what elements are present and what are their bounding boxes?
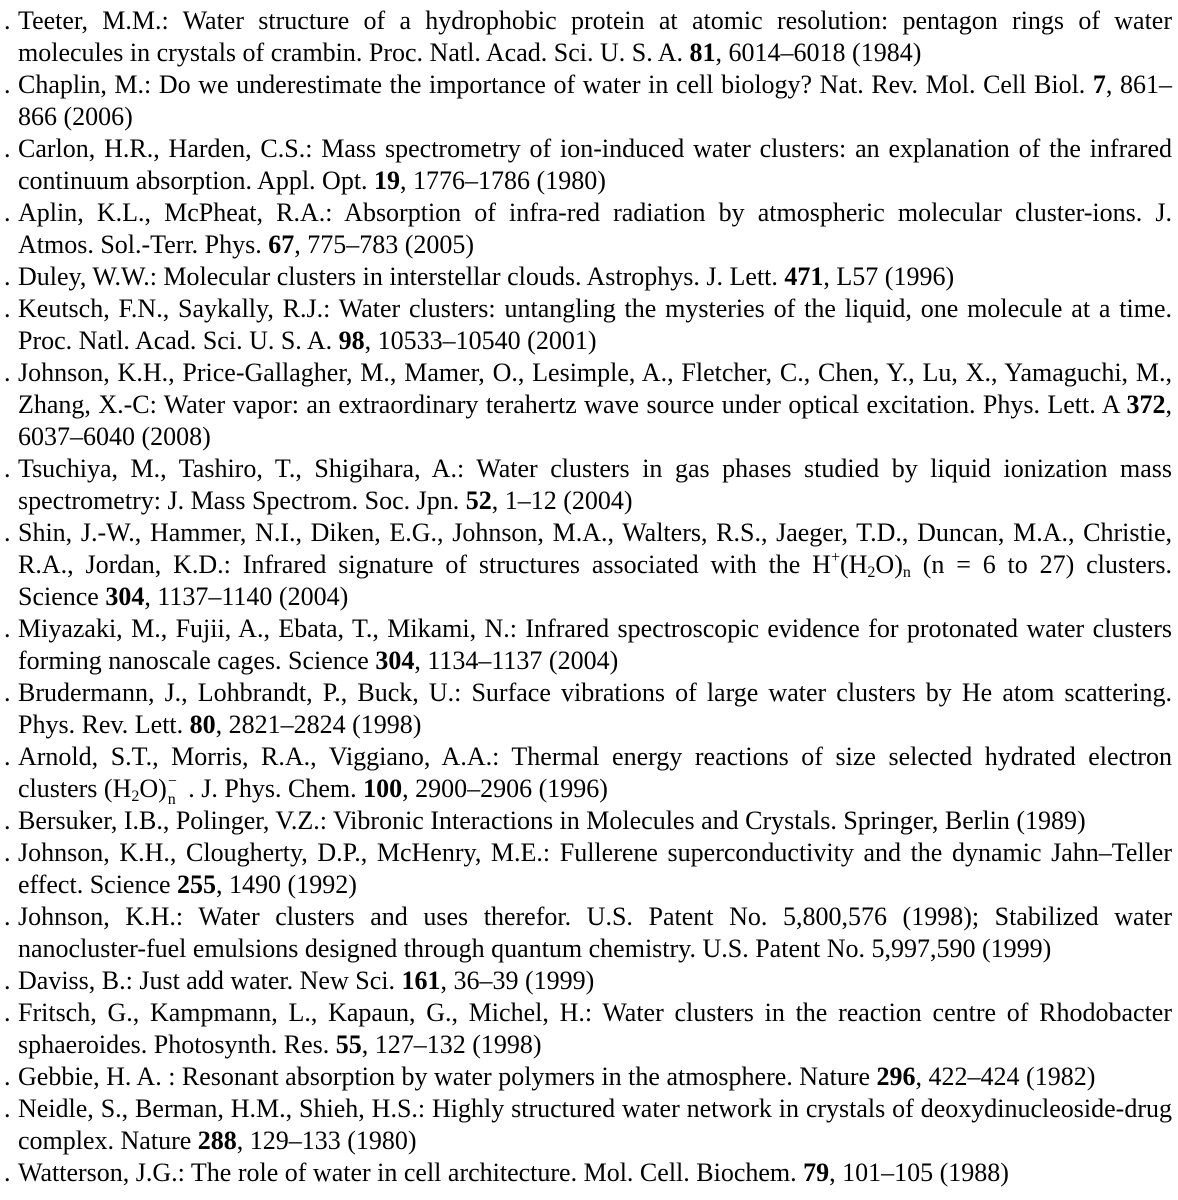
reference-volume-number: 471 — [784, 262, 824, 291]
reference-volume-number: 255 — [177, 870, 217, 899]
reference-item — [4, 293, 1172, 357]
reference-number-marker: . — [4, 70, 11, 99]
reference-number-marker: . — [4, 806, 11, 835]
reference-text: , L57 (1996) — [823, 262, 955, 291]
reference-volume-number: 304 — [375, 646, 415, 675]
reference-item — [4, 1093, 1172, 1157]
reference-text: O) — [875, 550, 903, 579]
reference-text: , 422–424 (1982) — [915, 1062, 1096, 1091]
reference-text: , 1137–1140 (2004) — [144, 582, 349, 611]
reference-item — [4, 741, 1172, 808]
reference-number-marker: . — [4, 678, 11, 707]
reference-number-marker: . — [4, 1094, 11, 1123]
reference-text: Carlon, H.R., Harden, C.S.: Mass spectrometry of ion-induced water clusters: an explanation of the infrared continuum absorption. Appl. Opt. — [18, 134, 1172, 195]
reference-text: Tsuchiya, M., Tashiro, T., Shigihara, A.: Water clusters in gas phases studied by liquid ionization mass spectrometry: J. Mass Spectrom. Soc. Jpn. — [18, 454, 1172, 515]
reference-number-marker: . — [4, 262, 11, 291]
reference-subscript: 2 — [131, 788, 140, 806]
reference-text: , 1490 (1992) — [216, 870, 357, 899]
reference-text: Johnson, K.H., Clougherty, D.P., McHenry, M.E.: Fullerene superconductivity and the dynamic Jahn–Teller effect. Science — [18, 838, 1172, 899]
reference-item — [4, 261, 1172, 293]
reference-text: Keutsch, F.N., Saykally, R.J.: Water clusters: untangling the mysteries of the liquid, one molecule at a time. Proc. Natl. Acad. Sci. U. S. A. — [18, 294, 1172, 355]
reference-sub-superscript — [167, 773, 182, 808]
reference-subscript: 2 — [867, 564, 876, 582]
reference-volume-number: 81 — [689, 38, 716, 67]
reference-item — [4, 837, 1172, 901]
reference-number-marker: . — [4, 838, 11, 867]
reference-text: , 1776–1786 (1980) — [400, 166, 606, 195]
reference-item — [4, 517, 1173, 613]
reference-text: Duley, W.W.: Molecular clusters in interstellar clouds. Astrophys. J. Lett. — [18, 262, 785, 291]
reference-number-marker: . — [4, 998, 11, 1027]
reference-text: Watterson, J.G.: The role of water in cell architecture. Mol. Cell. Biochem. — [18, 1158, 804, 1187]
reference-text: Brudermann, J., Lohbrandt, P., Buck, U.: Surface vibrations of large water clusters by He atom scattering. Phys. Rev. Lett. — [18, 678, 1172, 739]
reference-text: Shin, J.-W., Hammer, N.I., Diken, E.G., Johnson, M.A., Walters, R.S., Jaeger, T.D., Duncan, M.A., Christie, R.A., Jordan, K.D.: Infrared signature of structures associated with the H — [18, 518, 1172, 579]
reference-volume-number: 372 — [1126, 390, 1166, 419]
reference-number-marker: . — [4, 6, 11, 35]
reference-item — [4, 1157, 1172, 1189]
reference-item — [4, 197, 1172, 261]
reference-volume-number: 80 — [189, 710, 216, 739]
subscript-n: n — [167, 791, 176, 808]
reference-item — [4, 965, 1172, 997]
reference-text: , 2900–2906 (1996) — [402, 774, 608, 803]
reference-number-marker: . — [4, 518, 11, 547]
reference-text: Johnson, K.H.: Water clusters and uses therefor. U.S. Patent No. 5,800,576 (1998); Stabilized water nanocluster-fuel emulsions designed through quantum chemistry. U.S. Patent No. 5,997,590 (1999) — [18, 902, 1172, 963]
reference-number-marker: . — [4, 134, 11, 163]
reference-text: Bersuker, I.B., Polinger, V.Z.: Vibronic Interactions in Molecules and Crystals. Springer, Berlin (1989) — [18, 806, 1086, 835]
reference-number-marker: . — [4, 966, 11, 995]
reference-volume-number: 304 — [105, 582, 145, 611]
reference-text: Gebbie, H. A. : Resonant absorption by water polymers in the atmosphere. Nature — [18, 1062, 877, 1091]
reference-item — [4, 1061, 1172, 1093]
reference-volume-number: 52 — [465, 486, 492, 515]
reference-text: Teeter, M.M.: Water structure of a hydrophobic protein at atomic resolution: pentagon rings of water molecules in crystals of crambin. Proc. Natl. Acad. Sci. U. S. A. — [18, 6, 1172, 67]
reference-item — [4, 453, 1172, 517]
reference-text: , 775–783 (2005) — [294, 230, 475, 259]
reference-text: Neidle, S., Berman, H.M., Shieh, H.S.: Highly structured water network in crystals of deoxydinucleoside-drug complex. Nature — [18, 1094, 1172, 1155]
reference-text: , 127–132 (1998) — [361, 1030, 542, 1059]
superscript-minus: − — [167, 773, 177, 790]
reference-number-marker: . — [4, 902, 11, 931]
reference-text: , 129–133 (1980) — [236, 1126, 417, 1155]
reference-number-marker: . — [4, 1062, 11, 1091]
reference-superscript: + — [830, 548, 840, 566]
reference-text: Daviss, B.: Just add water. New Sci. — [18, 966, 402, 995]
reference-number-marker: . — [4, 358, 11, 387]
reference-volume-number: 161 — [401, 966, 441, 995]
reference-volume-number: 296 — [876, 1062, 916, 1091]
reference-volume-number: 19 — [374, 166, 401, 195]
reference-number-marker: . — [4, 198, 11, 227]
reference-text: (H — [839, 550, 868, 579]
reference-item — [4, 133, 1172, 197]
reference-number-marker: . — [4, 614, 11, 643]
reference-text: . J. Phys. Chem. — [181, 774, 364, 803]
reference-number-marker: . — [4, 454, 11, 483]
reference-text: Johnson, K.H., Price-Gallagher, M., Mamer, O., Lesimple, A., Fletcher, C., Chen, Y., Lu, X., Yamaguchi, M., Zhang, X.-C: Water vapor: an extraordinary terahertz wave source under optical excitation. Phys. Lett. A — [18, 358, 1172, 419]
reference-item — [4, 677, 1172, 741]
reference-volume-number: 7 — [1092, 70, 1106, 99]
reference-item — [4, 5, 1172, 69]
reference-text: Arnold, S.T., Morris, R.A., Viggiano, A.A.: Thermal energy reactions of size selected hydrated electron clusters (H — [18, 742, 1172, 803]
references-list — [4, 5, 1173, 1189]
reference-number-marker: . — [4, 1158, 11, 1187]
reference-subscript: n — [902, 564, 911, 582]
reference-text: , 6014–6018 (1984) — [715, 38, 922, 67]
reference-text: O) — [139, 774, 167, 803]
reference-number-marker: . — [4, 294, 11, 323]
reference-volume-number: 288 — [197, 1126, 237, 1155]
reference-item — [4, 901, 1172, 965]
reference-item — [4, 357, 1172, 453]
reference-volume-number: 55 — [335, 1030, 362, 1059]
reference-item — [4, 613, 1172, 677]
reference-text: (n = 6 to 27) clusters. Science — [18, 550, 1173, 611]
reference-number-marker: . — [4, 742, 11, 771]
reference-volume-number: 67 — [268, 230, 295, 259]
reference-text: Miyazaki, M., Fujii, A., Ebata, T., Mikami, N.: Infrared spectroscopic evidence for protonated water clusters forming nanoscale cages. Science — [18, 614, 1172, 675]
reference-text: Chaplin, M.: Do we underestimate the importance of water in cell biology? Nat. Rev. Mol. Cell Biol. — [18, 70, 1093, 99]
reference-text: , 10533–10540 (2001) — [364, 326, 597, 355]
reference-text: , 1–12 (2004) — [491, 486, 633, 515]
reference-text: , 6037–6040 (2008) — [18, 390, 1172, 451]
reference-text: , 36–39 (1999) — [440, 966, 595, 995]
reference-text: , 2821–2824 (1998) — [215, 710, 422, 739]
reference-item — [4, 997, 1172, 1061]
reference-volume-number: 98 — [338, 326, 365, 355]
reference-text: Fritsch, G., Kampmann, L., Kapaun, G., Michel, H.: Water clusters in the reaction centre of Rhodobacter sphaeroides. Photosynth. Res. — [18, 998, 1172, 1059]
reference-text: Aplin, K.L., McPheat, R.A.: Absorption of infra-red radiation by atmospheric molecular cluster-ions. J. Atmos. Sol.-Terr. Phys. — [18, 198, 1172, 259]
reference-item — [4, 69, 1173, 133]
reference-volume-number: 100 — [363, 774, 403, 803]
reference-text: , 1134–1137 (2004) — [414, 646, 619, 675]
reference-item — [4, 805, 1172, 837]
reference-volume-number: 79 — [803, 1158, 830, 1187]
reference-text: , 101–105 (1988) — [829, 1158, 1009, 1187]
reference-text: , 861–866 (2006) — [18, 70, 1173, 131]
